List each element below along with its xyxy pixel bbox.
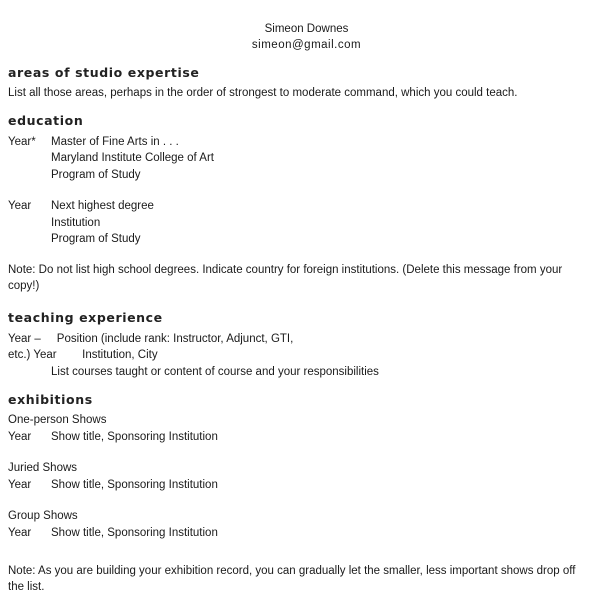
exhibition-group-title: One-person Shows: [8, 414, 107, 426]
teaching-line: Year – Position (include rank: Instructor, Adjunct, GTI,: [8, 333, 294, 345]
education-line: Institution: [51, 217, 101, 229]
education-line: Next highest degree: [51, 200, 154, 212]
education-note: Note: Do not list high school degrees. Indicate country for foreign institutions. (Delete this message from your copy!): [8, 264, 563, 292]
education-line: Program of Study: [51, 233, 141, 245]
exhibition-year: Year: [8, 479, 32, 491]
education-line: Program of Study: [51, 169, 141, 181]
education-year: Year: [8, 200, 32, 212]
applicant-email: simeon@gmail.com: [251, 39, 362, 51]
areas-heading: areas of studio expertise: [8, 65, 200, 80]
areas-text: List all those areas, perhaps in the order of strongest to moderate command, which you could teach.: [8, 87, 518, 99]
exhibition-year: Year: [8, 431, 32, 443]
exhibition-year: Year: [8, 527, 32, 539]
exhibition-entry: Show title, Sponsoring Institution: [51, 527, 218, 539]
education-year: Year*: [8, 136, 36, 148]
exhibition-group-title: Juried Shows: [8, 462, 78, 474]
education-heading: education: [8, 113, 84, 128]
exhibitions-heading: exhibitions: [8, 392, 93, 407]
applicant-name: Simeon Downes: [264, 23, 349, 35]
teaching-line: etc.) Year Institution, City: [8, 349, 158, 361]
teaching-line: List courses taught or content of course and your responsibilities: [51, 366, 379, 378]
exhibitions-note: Note: As you are building your exhibition record, you can gradually let the smaller, less important shows drop off the list.: [8, 565, 576, 593]
education-line: Master of Fine Arts in . . .: [51, 136, 179, 148]
education-line: Maryland Institute College of Art: [51, 152, 214, 164]
exhibition-group-title: Group Shows: [8, 510, 78, 522]
teaching-heading: teaching experience: [8, 310, 163, 325]
exhibition-entry: Show title, Sponsoring Institution: [51, 479, 218, 491]
exhibition-entry: Show title, Sponsoring Institution: [51, 431, 218, 443]
